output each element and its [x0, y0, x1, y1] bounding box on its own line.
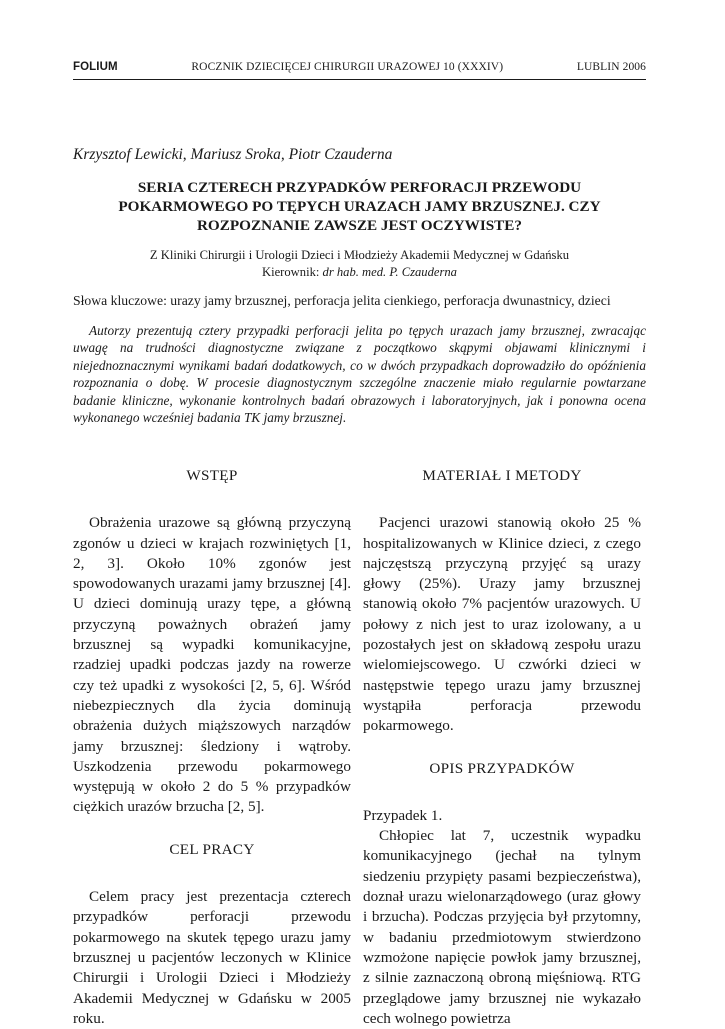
case-1-paragraph: Chłopiec lat 7, uczestnik wypadku komunikacyjnego (jechał na tylnym siedzeniu przypięty pasami bezpieczeństwa), doznał urazu wielonarządowego (uraz głowy i brzucha). Podczas przyjęcia był przytomny, w badaniu przedmiotowym stwierdzono wzmożone napięcie powłok jamy brzusznej, z silnie zaznaczoną obroną mięśniową. RTG przeglądowe jamy brzusznej nie wykazało cech wolnego powietrza: [363, 827, 641, 1027]
keywords: Słowa kluczowe: urazy jamy brzusznej, perforacja jelita cienkiego, perforacja dwunastnicy, dzieci: [73, 293, 611, 308]
header-journal-title: ROCZNIK DZIECIĘCEJ CHIRURGII URAZOWEJ 10 (XXXIV): [191, 61, 504, 73]
section-heading-introduction: WSTĘP: [186, 467, 238, 484]
head-of-clinic-line: [73, 264, 646, 281]
methods-paragraph: Pacjenci urazowi stanowią około 25 % hospitalizowanych w Klinice dzieci, z czego najczęstszą przyczyną przyjęć są urazy głowy (25%). Urazy jamy brzusznej stanowią około 7% pacjentów urazowych. U połowy z nich jest to uraz izolowany, a u pozostałych jest on składową zespołu urazu wielomiejscowego. U czwórki dzieci w następstwie tępego urazu jamy brzusznej wystąpiła perforacja przewodu pokarmowego.: [363, 514, 641, 735]
running-header: [73, 61, 646, 73]
section-heading-methods: MATERIAŁ I METODY: [422, 467, 582, 484]
case-1-label: Przypadek 1.: [363, 806, 443, 824]
article-authors: Krzysztof Lewicki, Mariusz Sroka, Piotr Czauderna: [73, 146, 393, 163]
head-name: dr hab. med. P. Czauderna: [322, 264, 457, 279]
introduction-paragraph: Obrażenia urazowe są główną przyczyną zgonów u dzieci w krajach rozwiniętych [1, 2, 3]. Około 10% zgonów jest spowodowanych urazami jamy brzusznej [4]. U dzieci dominują urazy tępe, a główną przyczyną poważnych obrażeń jamy brzusznej są wypadki komunikacyjne, rzadziej upadki podczas jazdy na rowerze czy też upadki z wysokości [2, 5, 6]. Wśród niebezpiecznych dla życia dominują obrażenia dużych miąższowych narządów jamy brzusznej: śledziony i wątroby. Uszkodzenia przewodu pokarmowego występują w około 2 do 5 % przypadków ciężkich urazów brzucha [2, 5].: [73, 514, 351, 816]
abstract: Autorzy prezentują cztery przypadki perforacji jelita po tępych urazach jamy brzusznej, zwracając uwagę na trudności diagnostyczne związane z początkowo skąpymi objawami klinicznymi i niejednoznacznymi wynikami badań dodatkowych, co w dwóch przypadkach doprowadziło do opóźnienia rozpoznania o dobę. W procesie diagnostycznym szczególne znaczenie miało regularnie powtarzane badanie kliniczne, wykonanie kontrolnych badań obrazowych i laboratoryjnych, jak i ponowna ocena wykonanego wcześniej badania TK jamy brzusznej.: [73, 323, 646, 426]
section-heading-aim: CEL PRACY: [169, 840, 255, 858]
head-label: Kierownik:: [262, 264, 323, 279]
affiliation-block: [73, 247, 646, 280]
header-rule: [73, 79, 646, 80]
affiliation-line: Z Kliniki Chirurgii i Urologii Dzieci i Młodzieży Akademii Medycznej w Gdańsku: [149, 248, 570, 262]
aim-paragraph: Celem pracy jest prezentacja czterech przypadków perforacji przewodu pokarmowego na skutek tępego urazu jamy brzusznej u pacjentów leczonych w Klinice Chirurgii i Urologii Dzieci i Młodzieży Akademii Medycznej w Gdańsku w 2005 roku.: [73, 888, 351, 1027]
article-title: SERIA CZTERECH PRZYPADKÓW PERFORACJI PRZEWODU POKARMOWEGO PO TĘPYCH URAZACH JAMY BRZUSZNEJ. CZY ROZPOZNANIE ZAWSZE JEST OCZYWISTE?: [118, 179, 601, 234]
left-column: [73, 466, 351, 1029]
header-place-year: LUBLIN 2006: [576, 61, 646, 73]
section-heading-cases: OPIS PRZYPADKÓW: [429, 759, 575, 777]
header-folium: FOLIUM: [73, 61, 118, 73]
right-column: [363, 466, 641, 1029]
